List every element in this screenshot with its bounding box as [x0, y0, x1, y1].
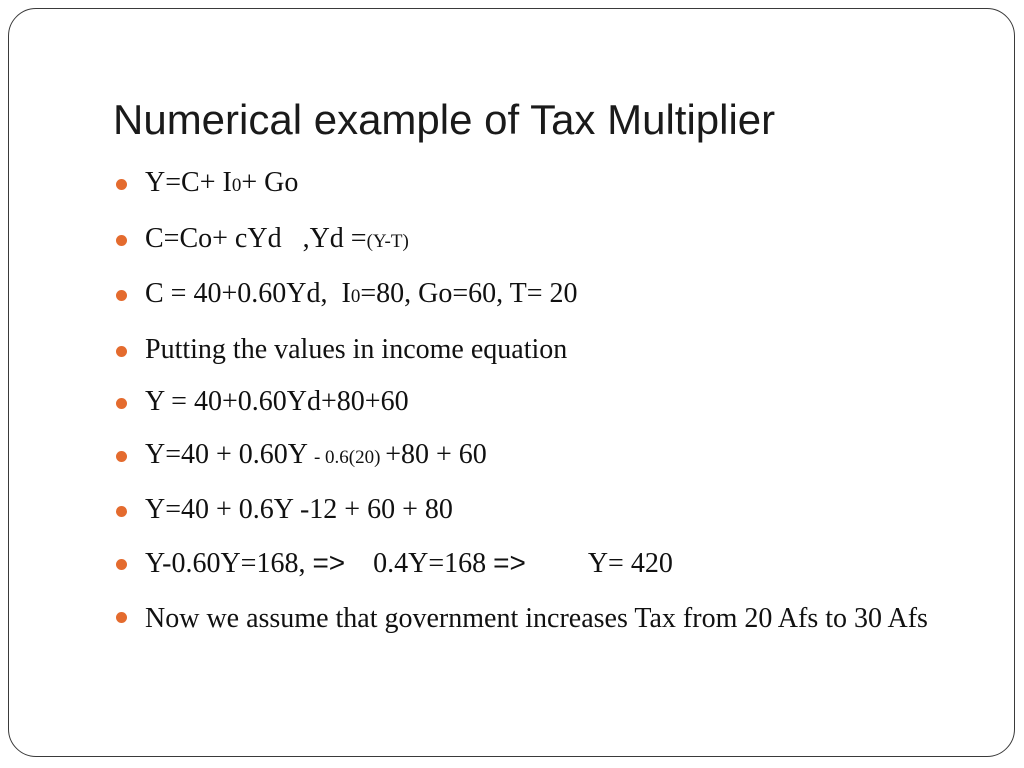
equation-text: C=Co+ cYd ,Yd = [145, 222, 367, 254]
statement-text: Putting the values in income equation [145, 333, 568, 365]
bullet-icon [116, 235, 127, 246]
bullet-item [113, 437, 953, 476]
equation-text: - 0.6(20) [313, 446, 386, 468]
bullet-icon [116, 451, 127, 462]
bullet-item [113, 492, 953, 528]
equation-text: Y=40 + 0.60Y [145, 438, 314, 470]
bullet-item [113, 332, 953, 368]
equation-text: Y=C+ I [145, 167, 232, 198]
equation-text: (Y-T) [366, 230, 409, 252]
bullet-icon [116, 506, 127, 517]
bullet-icon [116, 179, 127, 190]
equation-text: Y=40 + 0.6Y -12 + 60 + 80 [145, 494, 453, 525]
bullet-icon [116, 559, 127, 570]
implies-arrow-text: => [493, 546, 526, 578]
equation-text: Y-0.60Y=168, [145, 547, 313, 579]
equation-text: Y = 40+0.60Yd+80+60 [145, 386, 409, 417]
statement-text: Now we assume that government increases Tax from 20 Afs to 30 Afs [145, 603, 928, 634]
bullet-item [113, 221, 953, 260]
equation-text: C = 40+0.60Yd, I [145, 278, 351, 309]
equation-text: 0.4Y=168 [345, 547, 494, 579]
bullet-item [113, 276, 953, 315]
slide-title: Numerical example of Tax Multiplier [113, 96, 776, 143]
bullet-icon [116, 398, 127, 409]
bullet-icon [116, 346, 127, 357]
result-text: Y= 420 [525, 547, 673, 579]
bullet-item [113, 384, 953, 420]
bullet-list [113, 165, 953, 639]
equation-text: +80 + 60 [385, 438, 487, 470]
bullet-icon [116, 612, 127, 623]
implies-arrow-text: => [312, 546, 346, 578]
subscript-text: 0 [231, 175, 242, 196]
bullet-item [113, 598, 953, 639]
equation-text: =80, Go=60, T= 20 [360, 278, 578, 309]
bullet-item [113, 545, 953, 582]
bullet-icon [116, 290, 127, 301]
equation-text: + Go [241, 167, 299, 198]
subscript-text: 0 [350, 286, 361, 307]
bullet-item [113, 165, 953, 204]
